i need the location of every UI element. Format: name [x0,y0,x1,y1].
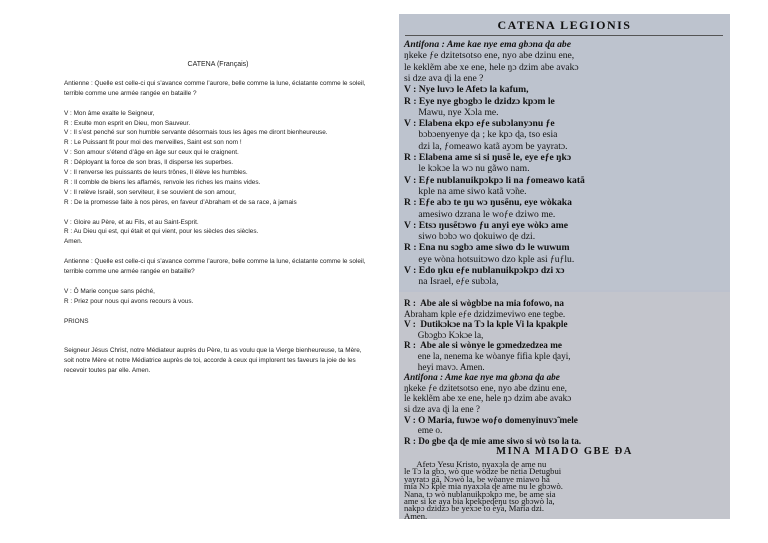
text-line: V : Il s’est penché sur son humble servante désormais tous les âges me diront bienheureuse. [64,129,328,137]
scan-line: ame si ke aya bia kpekpeɖeŋu tso gbɔwò la, [404,496,555,506]
scan-line: Mawu, nye Xɔla me. [404,106,499,118]
scan-line: Afetɔ Yesu Kristo, nyaxɔla ɖe ame nu [404,459,547,469]
scan-line: V : Edo ŋku eƒe nublanuikpɔkpɔ dzi xɔ [404,265,565,276]
spacer [64,307,372,317]
closing-prayer: Seigneur Jésus Christ, notre Médiateur auprès du Père, tu as voulu que la Vierge bienheureuse, ta Mère, soit notre Mère et notre Médiatrice auprès de toi, accorde à ceux qui implorent tes faveurs la joie de les recevoir toutes par elle. Amen. [64,347,362,375]
ewe-scanned-page [399,14,730,519]
scan-line: bɔbɔenyenye ɖa ; ke kpɔ ɖa, tso esia [404,129,558,141]
scan-line: siwo bɔbɔ wo ɖokuiwo ɖe dzi. [404,231,536,243]
scan-line: si dze ava ɖi la ene ? [404,72,484,84]
scan-line: Amen. [404,510,428,519]
top-scan-panel [399,14,730,290]
scan-line: R : Abe ale si wògblɔe na mia fofowo, na [404,298,565,308]
antiphon-text: Quelle est celle-ci qui s’avance comme l’aurore, belle comme la lune, éclatante comme le soleil, terrible comme une armée rangée en bataille ? [64,79,366,97]
scan-title: CATENA LEGIONIS [497,18,632,32]
antiphon-text: Quelle est celle-ci qui s’avance comme l’aurore, belle comme la lune, éclatante comme le soleil, terrible comme une armée rangée en bataille? [64,258,366,276]
scan-line: le keklẽm abe xe ene, hele ŋɔ dzim abe avakɔ [404,393,572,404]
scan-line: V : Dutikɔkɔe na Tɔ la kple Vi la kpakple [404,319,568,330]
scan-line: na Israel, eƒe subɔla, [404,276,499,288]
scan-line: mia Nɔ kple mia nyaxɔla ɖe ame nu le gbɔwò. [404,481,563,492]
antiphon-1 [64,79,372,99]
scan-line: eme o. [404,425,443,436]
title-rule [405,35,723,36]
scan-line: R : Elabena ame si si ŋusẽ le, eye eƒe ŋkɔ [404,152,572,163]
scan-line: ŋkeke ƒe dzitetsotso ene, nyo abe dzinu ene, [404,382,567,393]
scan-line: eye wòna hotsuitɔwo dzo kple asi ƒuƒlu. [404,253,575,265]
scan-line: Gbɔgbɔ Kɔkɔe la, [404,329,484,340]
magnificat-verses [64,109,372,208]
scan-line: R : Do gbe ɖa ɖe mie ame siwo si wò tso la ta. [404,435,582,446]
scan-line: Antifona : Ame kae nye ema gbɔna ɖa abe [404,39,571,50]
scan-line: kple na ame siwo katã vɔ̃ne. [404,185,527,197]
spacer [64,247,372,257]
spacer [64,208,372,218]
text-line: V : Mon âme exalte le Seigneur, [64,109,155,117]
text-line: R : De la promesse faite à nos pères, en faveur d’Abraham et de sa race, à jamais [64,198,297,206]
scan-line: le Tɔ la gbɔ, wò que wòdze be nɛtia Detugbui [404,466,562,477]
scan-line: R : Ena nu sɔgbɔ ame siwo dɔ le wuwum [404,242,570,254]
text-line: V : Son amour s’étend d’âge en âge sur ceux qui le craignent. [64,149,239,157]
scan-line: V : Etsɔ ŋusẽtɔwo ƒu anyi eye wòkɔ ame [404,219,568,231]
scan-line: amesiwo dzrana le woƒe dziwo me. [404,208,556,220]
scan-line: V : Nye luvɔ le Afetɔ la kafum, [404,84,529,96]
scan-line: V : Eƒe nublanuikpɔkpɔ li na ƒomeawo katã [404,174,585,186]
french-text-column [64,60,372,376]
prayer-title: MINA MIADO GBE ƉA [496,446,633,457]
scan-line: dzi la, ƒomeawo katã ayɔm be yayratɔ. [404,140,568,152]
text-line: V : Gloire au Père, et au Fils, et au Saint-Esprit. [64,218,199,226]
prions-heading: PRIONS [64,317,89,325]
scan-line: V : Elabena ekpɔ eƒe subɔlanyɔnu ƒe [404,118,555,130]
scan-line: R : Abe ale si wònye le gɔmedzedzea me [404,340,562,351]
scan-line: le keklẽm abe xe ene, hele ŋɔ dzim abe avakɔ [404,61,579,73]
scan-line: R : Eye nye gbɔgbɔ le dzidzɔ kpɔm le [404,95,555,107]
text-line: R : Il comble de biens les affamés, renvoie les riches les mains vides. [64,178,261,186]
scan-line: Abraham kple eƒe dzidzimeviwo ene tegbe. [404,308,566,319]
spacer [64,277,372,287]
scan-line: ene la, nenema ke wòanye fifia kple ɖayi, [404,351,571,361]
text-line: R : Au Dieu qui est, qui était et qui vient, pour les siècles des siècles. [64,228,259,236]
scan-line: yayratɔ gã, Nɔwò la, be wòanye miawo hã [404,473,550,484]
scan-line: R : Eƒe abɔ te ŋu wɔ ŋusẽnu, eye wòkaka [404,197,572,209]
scan-line: Nana, tɔ wò nublanuikpɔkpɔ me, be ame sia [404,488,556,499]
scan-line: Antifona : Ame kae nye ma gbɔna ɖa abe [404,372,560,383]
text-line: V : Ô Marie conçue sans péché, [64,287,155,295]
scan-line: nakpɔ dzidzɔ be yexɔe to eya, Maria dzi. [404,503,545,514]
text-line: R : Exulte mon esprit en Dieu, mon Sauveur. [64,119,191,127]
scan-line: le kɔkɔe la wɔ nu gãwo nam. [404,163,530,175]
scan-line: ŋkeke ƒe dzitetsotso ene, nyo abe dzinu ene, [404,50,575,62]
spacer [64,336,372,346]
text-line: V : Il relève Israël, son serviteur, il se souvient de son amour, [64,188,236,196]
antiphon-2 [64,257,372,277]
antiphon-label: Antienne : [64,79,93,87]
scan-line: V : O Maria, fuwɔe woƒo domenyinuvɔ̃ mele [404,414,578,425]
spacer [64,326,372,336]
text-line: R : Priez pour nous qui avons recours à vous. [64,297,194,305]
marie-verses [64,287,372,307]
text-line: R : Le Puissant fit pour moi des merveilles, Saint est son nom ! [64,139,242,147]
text-line: Amen. [64,238,83,246]
antiphon-label: Antienne : [64,258,93,266]
text-line: V : Il renverse les puissants de leurs trônes, Il élève les humbles. [64,169,248,177]
page-title: CATENA (Français) [187,61,249,68]
scan-line: heyi mavɔ. Amen. [404,361,485,372]
spacer [64,99,372,109]
gloria-verses [64,218,372,248]
bottom-scan-panel [399,292,730,519]
scan-line: si dze ava ɖi la ene ? [404,404,481,414]
text-line: R : Déployant la force de son bras, Il disperse les superbes. [64,159,234,167]
